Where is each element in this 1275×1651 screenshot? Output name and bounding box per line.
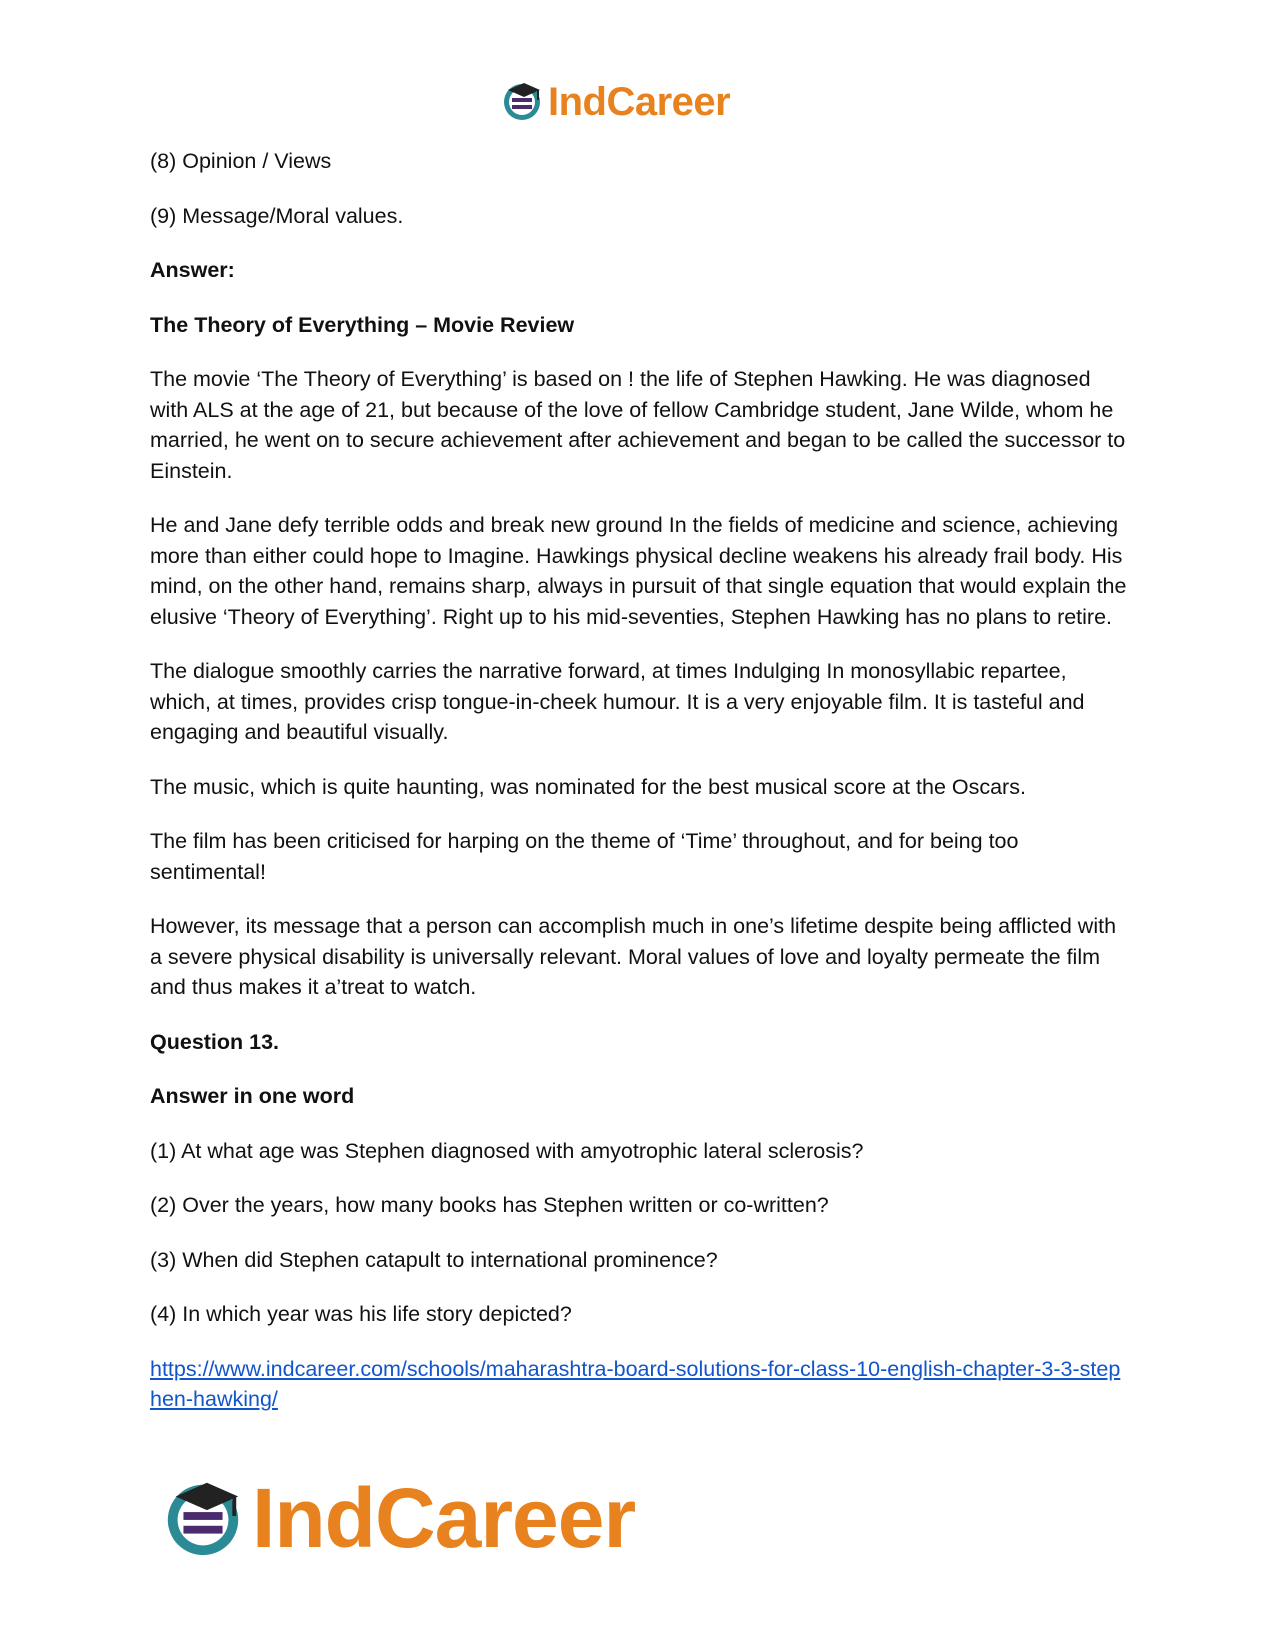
graduate-globe-icon xyxy=(500,78,544,127)
review-paragraph: However, its message that a person can accomplish much in one’s lifetime despite being afflicted with a severe physical disability is universally relevant. Moral values of love and loyalty permeate the film and thus makes it a’treat to watch. xyxy=(150,914,1117,999)
list-item: (8) Opinion / Views xyxy=(150,149,332,173)
document-body xyxy=(150,146,1130,1439)
review-paragraph: The dialogue smoothly carries the narrative forward, at times Indulging In monosyllabic repartee, which, at times, provides crisp tongue-in-cheek humour. It is a very enjoyable film. It is tasteful and engaging and beautiful visually. xyxy=(150,659,1085,744)
graduate-globe-icon xyxy=(160,1473,246,1564)
logo-wordmark: IndCareer xyxy=(252,1471,636,1565)
question-item: (3) When did Stephen catapult to international prominence? xyxy=(150,1247,718,1272)
header-logo xyxy=(500,78,730,126)
question-item: (4) In which year was his life story depicted? xyxy=(150,1302,572,1326)
instruction-heading: Answer in one word xyxy=(150,1084,355,1108)
question-heading: Question 13. xyxy=(150,1029,280,1054)
review-paragraph: The movie ‘The Theory of Everything’ is based on ! the life of Stephen Hawking. He was diagnosed with ALS at the age of 21, but because of the love of fellow Cambridge student, Jane Wilde, whom he married, he went on to secure achievement after achievement and began to be called the successor to Einstein. xyxy=(150,367,1126,483)
review-paragraph: He and Jane defy terrible odds and break new ground In the fields of medicine and science, achieving more than either could hope to Imagine. Hawkings physical decline weakens his already frail body. His mind, on the other hand, remains sharp, always in pursuit of that single equation that would explain the elusive ‘Theory of Everything’. Right up to his mid-seventies, Stephen Hawking has no plans to retire. xyxy=(150,513,1127,629)
list-item: (9) Message/Moral values. xyxy=(150,203,404,228)
review-paragraph: The film has been criticised for harping on the theme of ‘Time’ throughout, and for being too sentimental! xyxy=(150,829,1019,884)
question-item: (1) At what age was Stephen diagnosed with amyotrophic lateral sclerosis? xyxy=(150,1138,864,1163)
answer-heading: Answer: xyxy=(150,258,235,282)
logo-wordmark: IndCareer xyxy=(548,80,731,124)
review-title: The Theory of Everything – Movie Review xyxy=(150,312,575,337)
question-item: (2) Over the years, how many books has Stephen written or co-written? xyxy=(150,1193,829,1217)
review-paragraph: The music, which is quite haunting, was nominated for the best musical score at the Oscars. xyxy=(150,774,1026,799)
source-link[interactable]: https://www.indcareer.com/schools/maharashtra-board-solutions-for-class-10-english-chapter-3-3-stephen-hawking/ xyxy=(150,1356,1121,1411)
footer-logo xyxy=(160,1468,635,1568)
source-link-paragraph xyxy=(150,1354,1130,1415)
